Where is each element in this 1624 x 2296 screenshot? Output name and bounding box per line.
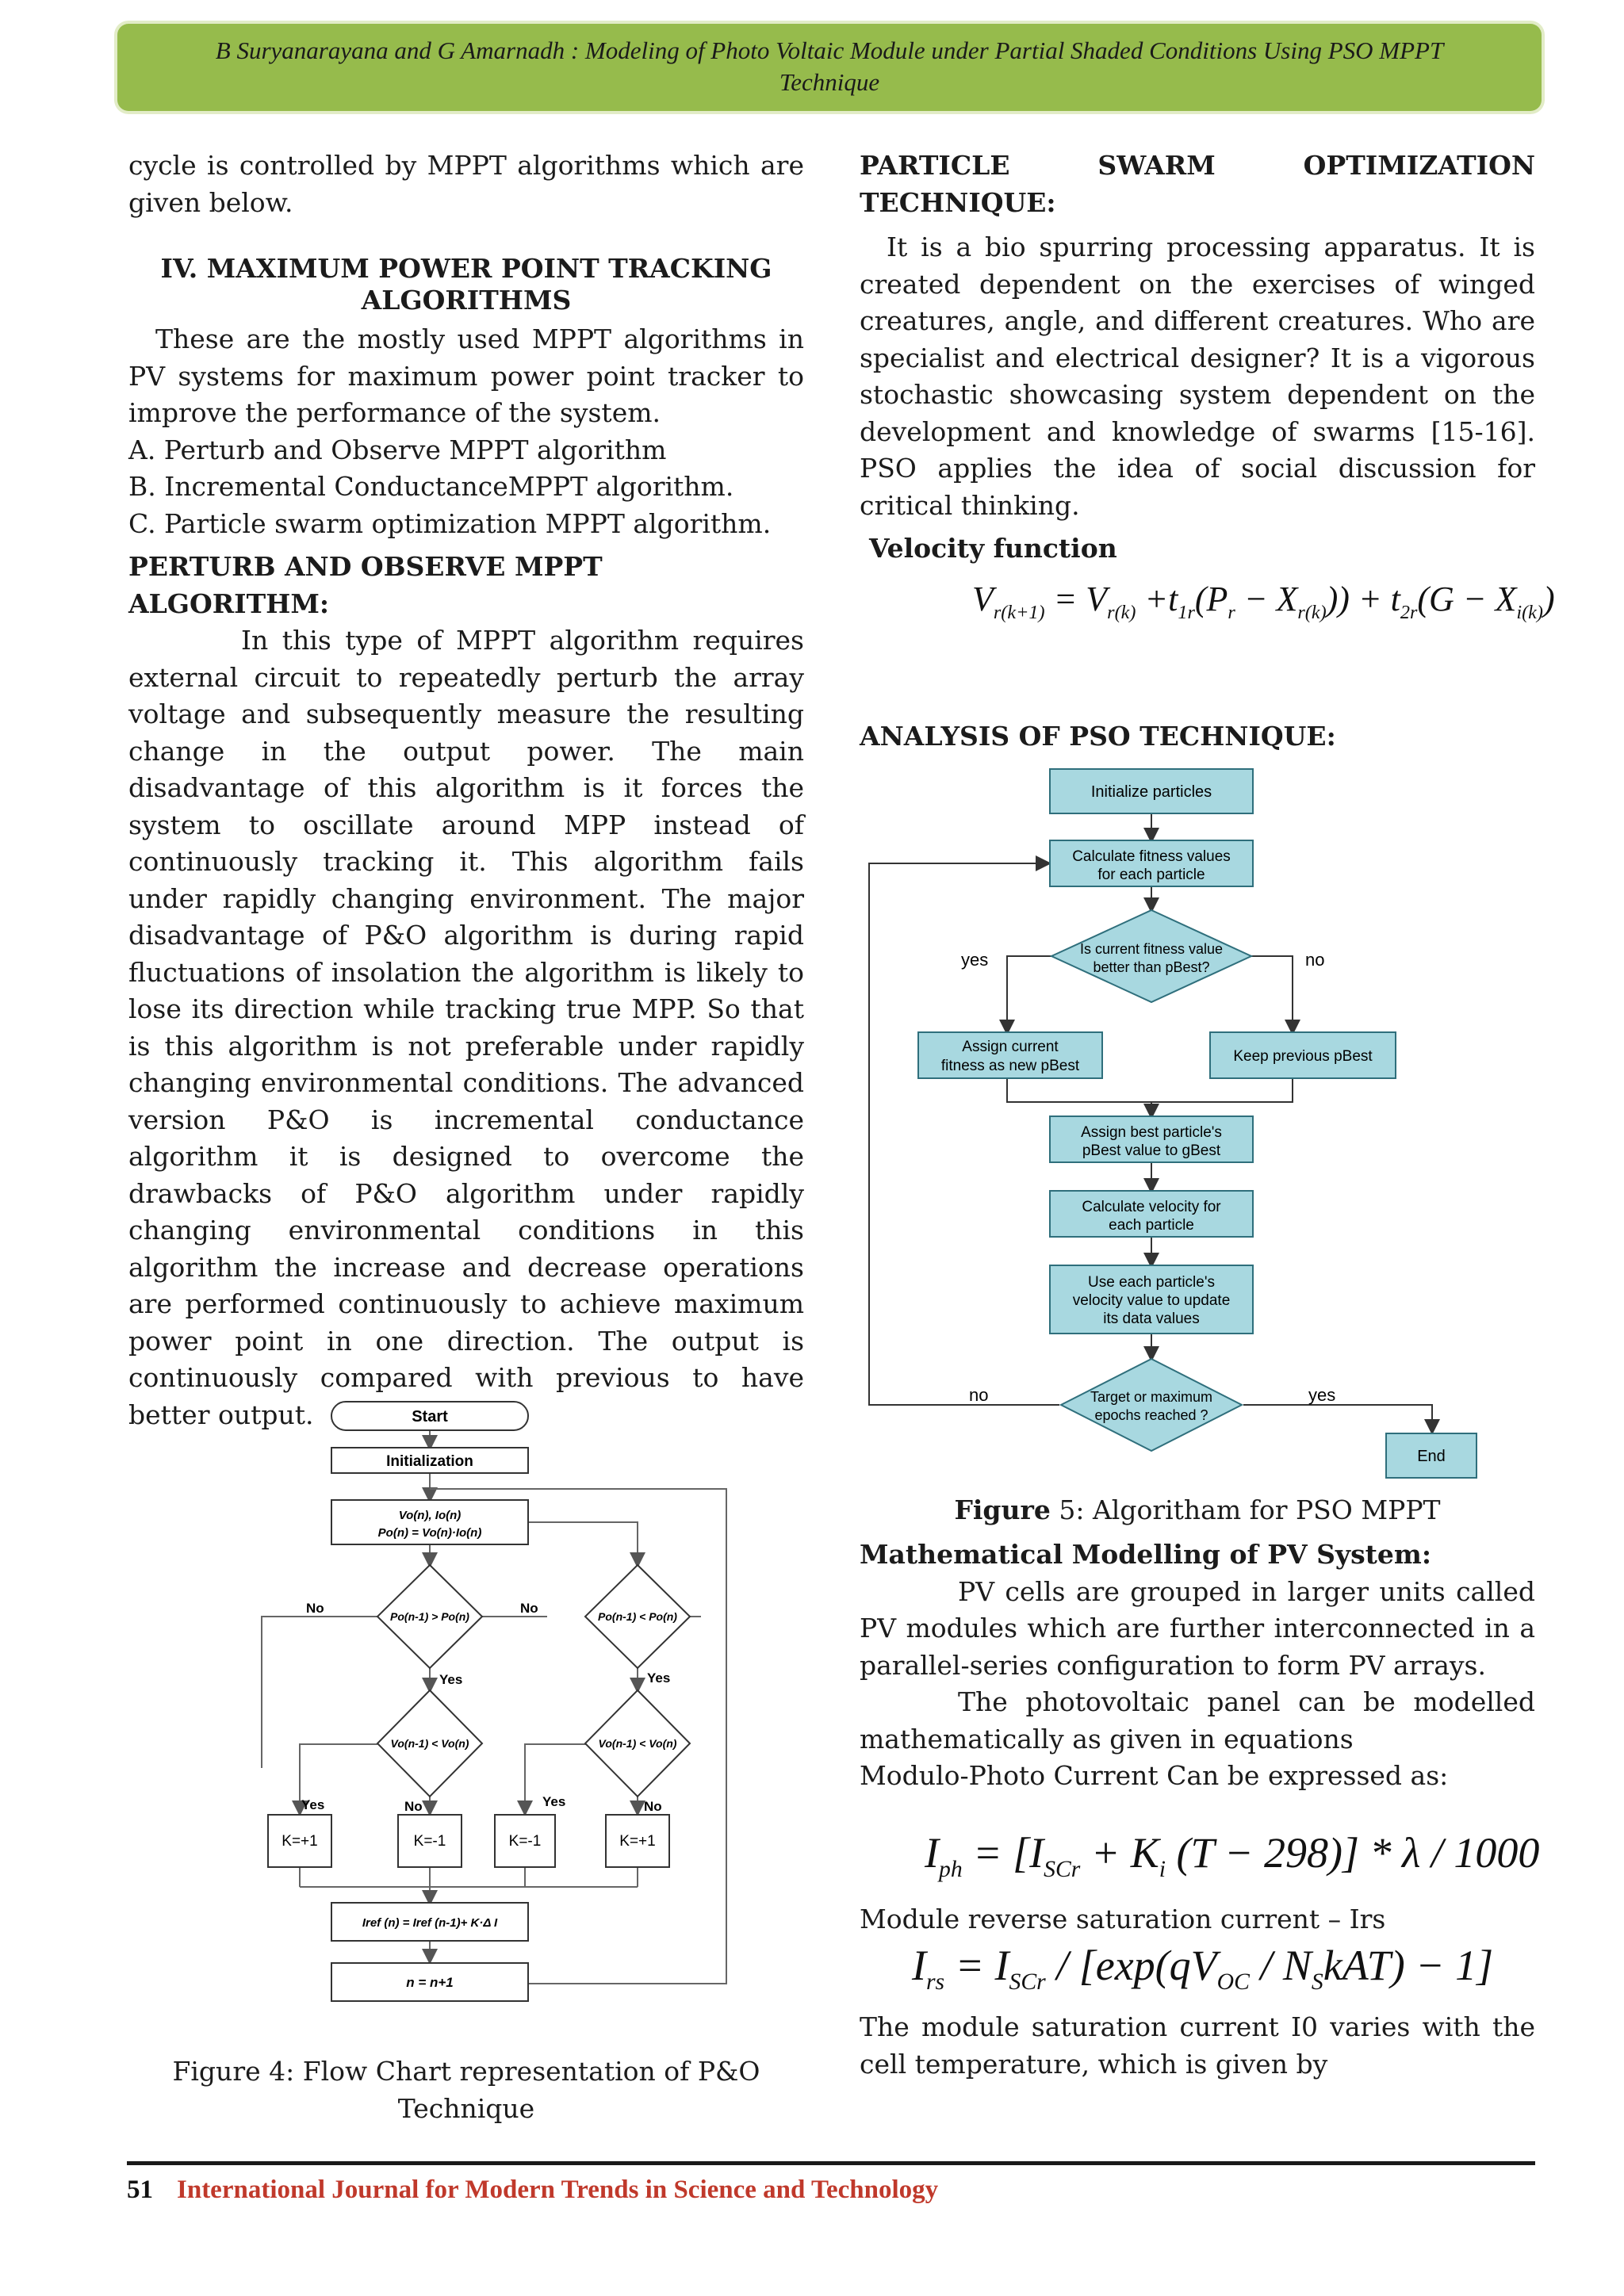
reverse-saturation-intro: Module reverse saturation current – Irs xyxy=(860,1904,1386,1934)
po-decision-2-label: Po(n-1) < Po(n) xyxy=(598,1610,677,1623)
po-label-yes-4: Yes xyxy=(542,1794,566,1809)
footer-rule xyxy=(127,2161,1535,2165)
math-paragraph-1: PV cells are grouped in larger units called PV modules which are further interconnected in a parallel-series configuration to form PV arrays. xyxy=(860,1575,1535,1681)
journal-name: International Journal for Modern Trends in Science and Technology xyxy=(177,2175,939,2204)
reverse-saturation-equation: $I_{rs} = I_{SCr} / [\exp(qV_{OC} / N_SkAT) - 1]$ xyxy=(912,1942,1494,1995)
po-label-yes-2: Yes xyxy=(647,1670,671,1686)
pso-box-assign-pbest xyxy=(918,1032,1102,1078)
po-k-label-1: K=+1 xyxy=(282,1833,318,1850)
po-label-yes-3: Yes xyxy=(301,1797,325,1812)
po-label-no-4: No xyxy=(644,1799,662,1814)
list-item-b: B. Incremental ConductanceMPPT algorithm. xyxy=(128,471,734,502)
pso-target-label-1: Target or maximum xyxy=(1090,1389,1213,1405)
pso-update-label-1: Use each particle's xyxy=(1088,1274,1215,1291)
po-label-yes-1: Yes xyxy=(439,1672,463,1687)
header-line-1: B Suryanarayana and G Amarnadh : Modeling of Photo Voltaic Module under Partial Shaded Conditions Using PSO MPPT xyxy=(215,36,1444,64)
right-column-math xyxy=(860,1536,1535,1795)
pso-box-keep-pbest xyxy=(1210,1032,1396,1078)
pso-decision-pbest xyxy=(1051,910,1251,1002)
po-decision-1-label: Po(n-1) > Po(n) xyxy=(390,1610,469,1623)
po-decision-4-label: Vo(n-1) < Vo(n) xyxy=(598,1737,677,1750)
pso-target-label-2: epochs reached ? xyxy=(1094,1407,1208,1423)
po-k-label-2: K=-1 xyxy=(413,1833,446,1850)
pso-fitness-label-1: Calculate fitness values xyxy=(1072,848,1231,865)
po-paragraph: In this type of MPPT algorithm requires external circuit to repeatedly perturb the array voltage and subsequently measure the resulting change in the output power. The main disadvantage of this algorithm is it forces the system to oscillate around MPP instead of continuously tracking it. This algorithm fails under rapidly changing environment. The major disadvantage of P&O algorithm is during rapid fluctuations of insolation the algorithm is likely to lose its direction while tracking true MPP. So that is this algorithm is not preferable under rapidly changing environmental conditions. The advanced version P&O is incremental conductance algorithm it is designed to overcome the drawbacks of P&O algorithm under rapidly changing environmental conditions in this algorithm the increase and decrease operations are performed continuously to achieve maximum power point in one direction. The output is continuously compared with previous to have better output. xyxy=(128,625,804,1430)
pso-decision-target xyxy=(1061,1359,1242,1451)
pso-section-title-line-2: TECHNIQUE: xyxy=(860,186,1056,218)
section-title-mppt: IV. MAXIMUM POWER POINT TRACKING ALGORITHMS xyxy=(160,253,772,316)
pso-section-title: PARTICLE SWARM OPTIMIZATION xyxy=(860,150,1535,181)
po-decision-3-label: Vo(n-1) < Vo(n) xyxy=(390,1737,469,1750)
pso-box-initialize xyxy=(1050,769,1253,813)
pso-box-update xyxy=(1050,1265,1253,1334)
list-item-a: A. Perturb and Observe MPPT algorithm xyxy=(128,434,667,465)
velocity-equation: $V_{r(k+1)} = V_{r(k)} +t_{1r}(P_r - X_{r(k)})) + t_{2r}(G - X_{i(k)})$ xyxy=(972,580,1555,623)
pso-initialize-label: Initialize particles xyxy=(1090,783,1212,801)
po-flowchart-svg xyxy=(246,1389,750,2015)
figure-5-pso-flowchart xyxy=(864,761,1483,1483)
po-k-label-4: K=+1 xyxy=(619,1833,656,1850)
footer xyxy=(127,2175,938,2205)
math-modelling-title: Mathematical Modelling of PV System: xyxy=(860,1539,1432,1570)
photo-current-intro: Modulo-Photo Current Can be expressed as: xyxy=(860,1760,1449,1791)
pso-label-no-2: no xyxy=(969,1385,989,1405)
figure-4-po-flowchart xyxy=(246,1389,750,2015)
pso-box-fitness xyxy=(1050,840,1253,886)
right-column-top xyxy=(860,147,1535,568)
pso-assign-label-2: fitness as new pBest xyxy=(940,1058,1080,1074)
pso-decision-label-1: Is current fitness value xyxy=(1079,941,1224,957)
pso-update-label-3: its data values xyxy=(1103,1311,1200,1327)
pso-end-label: End xyxy=(1417,1448,1446,1465)
po-iref-label: Iref (n) = Iref (n-1)+ K·Δ I xyxy=(362,1916,498,1930)
po-label-no-2: No xyxy=(520,1601,538,1616)
analysis-title: ANALYSIS OF PSO TECHNIQUE: xyxy=(860,721,1336,752)
header-line-2: Technique xyxy=(779,68,880,96)
po-label-no-1: No xyxy=(306,1601,324,1616)
pso-label-no-1: no xyxy=(1305,950,1325,970)
po-start-label: Start xyxy=(412,1408,448,1425)
po-measure-line-1: Vo(n), Io(n) xyxy=(398,1509,462,1522)
saturation-paragraph: The module saturation current I0 varies with the cell temperature, which is given by xyxy=(860,2011,1535,2080)
pso-decision-label-2: better than pBest? xyxy=(1093,959,1210,975)
pso-update-label-2: velocity value to update xyxy=(1072,1292,1231,1309)
velocity-function-title: Velocity function xyxy=(869,533,1117,564)
po-label-no-3: No xyxy=(404,1799,423,1814)
pso-velocity-label-1: Calculate velocity for xyxy=(1082,1199,1221,1215)
pso-paragraph: It is a bio spurring processing apparatus. It is created dependent on the exercises of winged creatures, angle, and different creatures. Who are specialist and electrical designer? It is a vigorous stochastic showcasing system dependent on the development and knowledge of swarms [15-16]. PSO applies the idea of social discussion for critical thinking. xyxy=(860,232,1535,521)
figure-5-caption-text: 5: Algoritham for PSO MPPT xyxy=(1050,1494,1441,1525)
po-measure-line-2: Po(n) = Vo(n)·Io(n) xyxy=(377,1526,482,1540)
pso-gbest-label-2: pBest value to gBest xyxy=(1082,1142,1221,1159)
pso-keep-label: Keep previous pBest xyxy=(1233,1048,1373,1065)
po-increment-label: n = n+1 xyxy=(406,1975,454,1990)
pso-label-yes-2: yes xyxy=(1308,1385,1336,1405)
figure-5-label: Figure xyxy=(954,1494,1051,1525)
left-column xyxy=(128,147,804,1433)
intro-paragraph: cycle is controlled by MPPT algorithms which are given below. xyxy=(128,150,804,218)
figure-5-caption xyxy=(860,1492,1535,1529)
running-header xyxy=(117,24,1542,111)
po-init-label: Initialization xyxy=(386,1453,473,1470)
pso-flowchart-svg xyxy=(864,761,1483,1483)
po-section-title: PERTURB AND OBSERVE MPPT ALGORITHM: xyxy=(128,551,603,619)
math-paragraph-2: The photovoltaic panel can be modelled mathematically as given in equations xyxy=(860,1686,1535,1755)
pso-label-yes-1: yes xyxy=(961,950,989,970)
pso-gbest-label-1: Assign best particle's xyxy=(1081,1124,1222,1141)
pso-box-velocity xyxy=(1050,1191,1253,1237)
page-number: 51 xyxy=(127,2175,153,2204)
pso-assign-label-1: Assign current xyxy=(962,1039,1059,1055)
po-k-label-3: K=-1 xyxy=(508,1833,542,1850)
pso-fitness-label-2: for each particle xyxy=(1097,867,1205,883)
pso-velocity-label-2: each particle xyxy=(1109,1217,1194,1234)
photo-current-equation: $I_{ph} = [I_{SCr} + K_i$ (T − 298)] * λ / 1000 xyxy=(925,1829,1540,1882)
pso-box-end xyxy=(1386,1433,1477,1478)
figure-4-caption: Figure 4: Flow Chart representation of P&O Technique xyxy=(172,2056,760,2124)
list-item-c: C. Particle swarm optimization MPPT algorithm. xyxy=(128,507,772,539)
pso-box-gbest xyxy=(1050,1116,1253,1162)
section-paragraph: These are the mostly used MPPT algorithms in PV systems for maximum power point tracker to improve the performance of the system. xyxy=(128,323,804,428)
